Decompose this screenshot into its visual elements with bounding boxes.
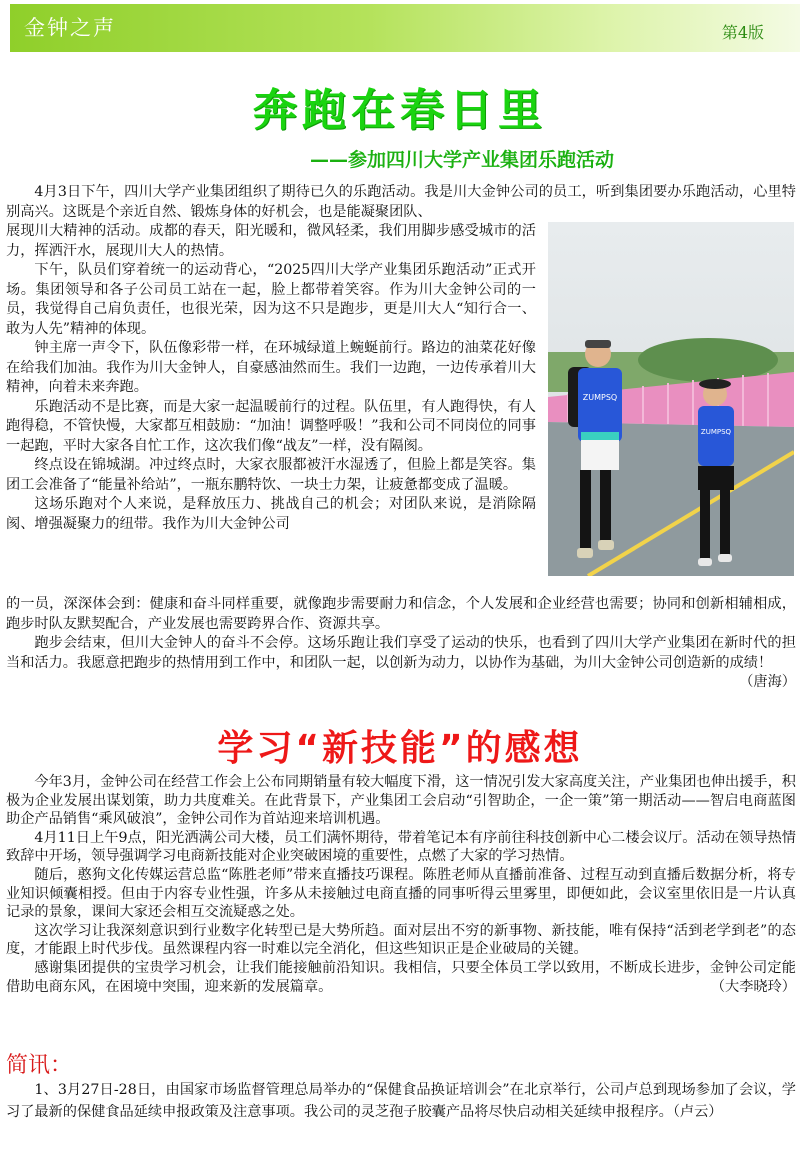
- article1-paragraph: 的一员，深深体会到：健康和奋斗同样重要，就像跑步需要耐力和信念，个人发展和企业经营也需要；协同和创新相辅相成，跑步时队友默契配合，产业发展也需要跨界合作、资源共享。: [6, 596, 796, 632]
- article2-author: （大李晓玲）: [710, 978, 796, 995]
- brief-news-body: [6, 1079, 796, 1123]
- article1-paragraph: 展现川大精神的活动。成都的春天，阳光暖和，微风轻柔，我们用脚步感受城市的活力，挥洒汗水，展现川大人的热情。: [6, 223, 536, 259]
- article2-body: [6, 773, 796, 996]
- brief-news-item: 1、3月27日-28日，由国家市场监督管理总局举办的“保健食品换证培训会”在北京举行，公司卢总到现场参加了会议，学习了最新的保健食品延续申报政策及注意事项。我公司的灵芝孢子胶囊产品将尽快启动相关延续申报程序。（卢云）: [6, 1082, 796, 1120]
- runner1-bib-text: ZUMPSQ: [582, 393, 618, 402]
- article1-paragraph: 终点设在锦城湖。冲过终点时，大家衣服都被汗水湿透了，但脸上都是笑容。集团工会准备了“能量补给站”，一瓶东鹏特饮、一块士力架，让疲惫都变成了温暖。: [6, 457, 536, 493]
- runner2-bib-text: ZUMPSQ: [700, 428, 732, 436]
- article1-paragraph: 4月3日下午，四川大学产业集团组织了期待已久的乐跑活动。我是川大金钟公司的员工，听到集团要办乐跑活动，心里特别高兴。这既是个亲近自然、锻炼身体的好机会，也是能凝聚团队、: [6, 184, 796, 220]
- article1-last-paragraph: [6, 634, 796, 690]
- article1-paragraph: 下午，队员们穿着统一的运动背心，“2025四川大学产业集团乐跑活动”正式开场。集团领导和各子公司员工站在一起，脸上都带着笑容。作为川大金钟公司的一员，我觉得自己肩负责任，也很光荣，因为这不只是跑步，更是川大人“知行合一、敢为人先”精神的体现。: [6, 262, 536, 337]
- article2-title: 学习“新技能”的感想: [217, 728, 583, 769]
- masthead: 金钟之声: [24, 16, 116, 40]
- header-bar: [10, 4, 800, 52]
- article1-paragraph: 乐跑活动不是比赛，而是大家一起温暖前行的过程。队伍里，有人跑得快，有人跑得稳，不管快慢，大家都互相鼓励：“加油！调整呼吸！”我和公司不同岗位的同事一起跑，平时大家各自忙工作，这次我们像“战友”一样，没有隔阂。: [6, 398, 536, 454]
- article2-paragraph: 随后，憨狗文化传媒运营总监“陈胜老师”带来直播技巧课程。陈胜老师从直播前准备、过程互动到直播后数据分析，将专业知识倾囊相授。但由于内容专业性强，许多从未接触过电商直播的同事听得云里雾里，即便如此，会议室里依旧是一片认真记录的景象，课间大家还会相互交流疑惑之处。: [6, 866, 796, 921]
- article1-body-side: [6, 222, 536, 534]
- article1-author: （唐海）: [739, 674, 796, 690]
- article1-paragraph: 跑步会结束，但川大金钟人的奋斗不会停。这场乐跑让我们享受了运动的快乐，也看到了四川大学产业集团在新时代的担当和活力。我愿意把跑步的热情用到工作中，和团队一起，以创新为动力，以协作为基础，为川大金钟公司创造新的成绩！: [6, 635, 796, 671]
- article1-paragraph: 钟主席一声令下，队伍像彩带一样，在环城绿道上蜿蜒前行。路边的油菜花好像在给我们加油。我作为川大金钟人，自豪感油然而生。我们一边跑，一边传承着川大精神，向着未来奔跑。: [6, 340, 536, 395]
- article2-last-paragraph: [6, 959, 796, 996]
- article1-subtitle: ——参加四川大学产业集团乐跑活动: [310, 149, 615, 171]
- edition-label: 第4版: [721, 23, 764, 42]
- article2-paragraph: 今年3月，金钟公司在经营工作会上公布同期销量有较大幅度下滑，这一情况引发大家高度关注，产业集团也伸出援手，积极为企业发展出谋划策，助力共度难关。在此背景下，产业集团工会启动“引智助企，一企一策”第一期活动——智启电商蓝图 助企产品销售“乘风破浪”，金钟公司作为首站迎来培训机遇。: [6, 774, 796, 828]
- article1-body-bottom: [6, 595, 796, 693]
- article2-paragraph: 这次学习让我深刻意识到行业数字化转型已是大势所趋。面对层出不穷的新事物、新技能，唯有保持“活到老学到老”的态度，才能跟上时代步伐。虽然课程内容一时难以完全消化，但这些知识正是企业破局的关键。: [6, 922, 796, 958]
- article1-intro: [6, 183, 796, 222]
- article1-paragraph: 这场乐跑对个人来说，是释放压力、挑战自己的机会；对团队来说，是消除隔阂、增强凝聚力的纽带。我作为川大金钟公司: [6, 496, 536, 532]
- brief-news-title: 简讯：: [6, 1053, 73, 1078]
- article2-paragraph: 4月11日上午9点，阳光洒满公司大楼，员工们满怀期待，带着笔记本有序前往科技创新中心二楼会议厅。活动在领导热情致辞中开场，领导强调学习电商新技能对企业突破困境的重要性，点燃了大家的学习热情。: [6, 829, 796, 865]
- running-event-photo: [548, 222, 794, 576]
- photo-runners-icon: [548, 222, 794, 576]
- article2-paragraph: 感谢集团提供的宝贵学习机会，让我们能接触前沿知识。我相信，只要全体员工学以致用，不断成长进步，金钟公司定能借助电商东风，在困境中突围，迎来新的发展篇章。: [6, 959, 796, 995]
- article1-title: 奔跑在春日里: [253, 85, 547, 136]
